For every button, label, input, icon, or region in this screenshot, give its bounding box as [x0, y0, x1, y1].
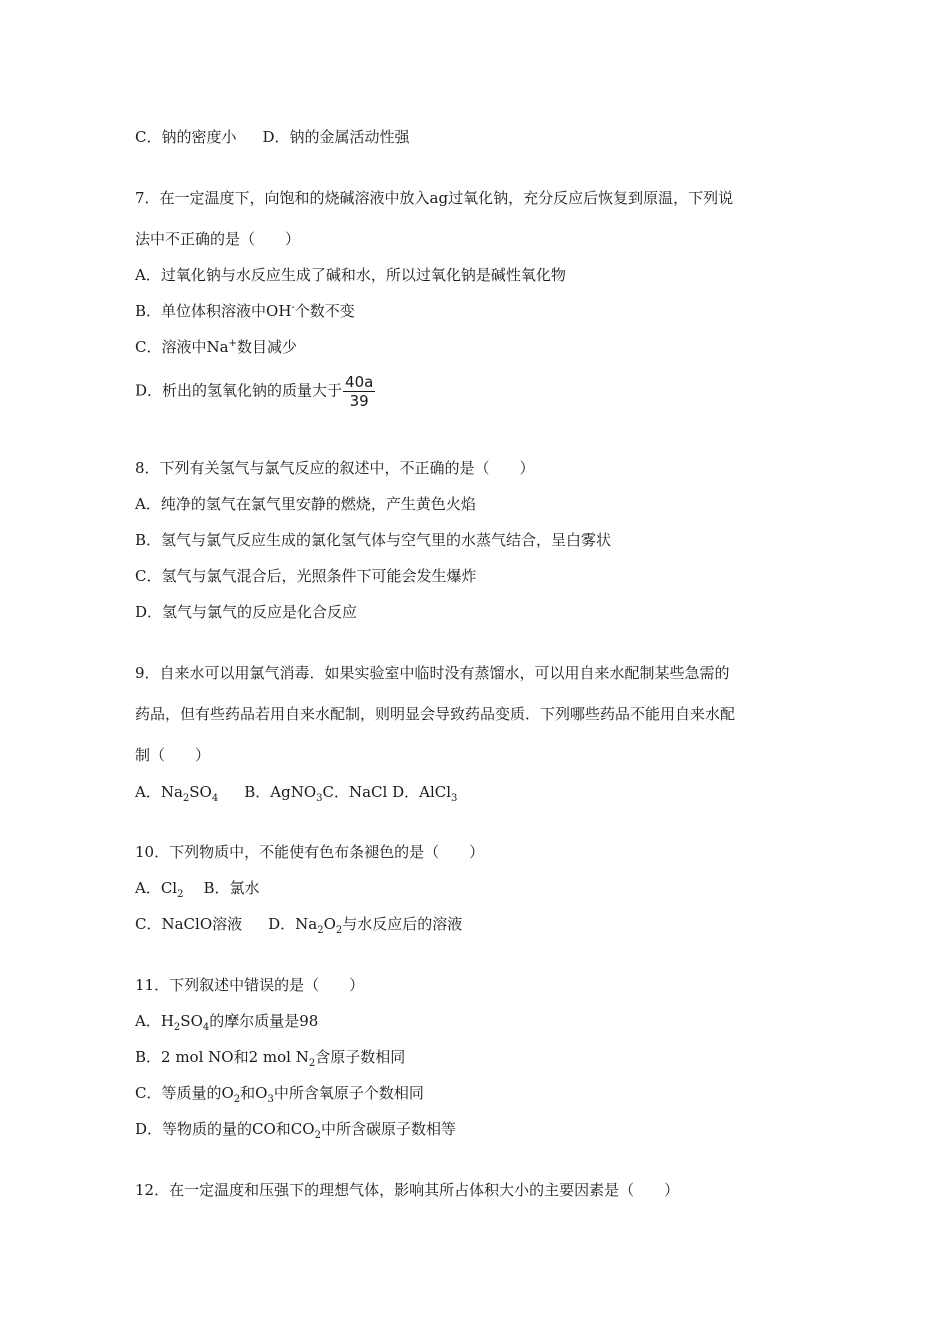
q11-option-c — [135, 1083, 424, 1103]
text: A．Cl — [135, 879, 178, 897]
q11-option-a — [135, 1011, 318, 1031]
q10-option-d — [268, 915, 463, 936]
q7-option-b-text-end: 个数不变 — [294, 302, 355, 320]
q9-stem-line3: 制（ ） — [135, 746, 211, 764]
text: 含原子数相同 — [315, 1048, 406, 1066]
text: 中所含碳原子数相等 — [320, 1120, 456, 1138]
q7-option-c — [135, 337, 297, 357]
q7-option-c-text-end: 数目减少 — [236, 338, 297, 356]
text: 与水反应后的溶液 — [342, 915, 463, 933]
q7-option-b — [135, 301, 355, 321]
q9-option-a — [135, 783, 219, 804]
q7-option-b-text: B．单位体积溶液中OH — [135, 302, 292, 320]
subscript: 2 — [173, 1022, 181, 1033]
fraction-numerator: 40a — [345, 373, 374, 391]
subscript: 2 — [177, 889, 184, 900]
text: SO — [180, 1012, 203, 1030]
q7-stem-line1: 7．在一定温度下，向饱和的烧碱溶液中放入ag过氧化钠，充分反应后恢复到原温，下列说 — [135, 189, 734, 207]
text: 和O — [240, 1084, 268, 1102]
q11-option-b — [135, 1047, 405, 1067]
q9-option-c: C．NaCl — [322, 783, 388, 801]
subscript: 2 — [233, 1094, 241, 1105]
q7-option-a: A．过氧化钠与水反应生成了碱和水，所以过氧化钠是碱性氧化物 — [135, 266, 566, 284]
q10-option-c: C．NaClO溶液 — [135, 915, 243, 933]
subscript: 3 — [316, 793, 323, 804]
q8-option-a: A．纯净的氢气在氯气里安静的燃烧，产生黄色火焰 — [135, 495, 476, 513]
text: A．Na — [135, 783, 183, 801]
q11-option-d — [135, 1119, 456, 1139]
text: A．H — [135, 1012, 174, 1030]
text: B．AgNO — [244, 783, 317, 801]
text: 中所含氧原子个数相同 — [273, 1084, 424, 1102]
subscript: 2 — [317, 925, 324, 936]
subscript: 3 — [267, 1094, 274, 1105]
superscript: - — [291, 302, 295, 313]
q10-options-ab — [135, 878, 260, 898]
text: SO — [189, 783, 212, 801]
subscript: 4 — [211, 793, 219, 804]
subscript: 2 — [308, 1058, 316, 1069]
q8-option-d: D．氢气与氯气的反应是化合反应 — [135, 603, 358, 621]
subscript: 2 — [335, 925, 343, 936]
q10-stem: 10．下列物质中，不能使有色布条褪色的是（ ） — [135, 843, 485, 861]
subscript: 3 — [451, 793, 458, 804]
text: C．等质量的O — [135, 1084, 234, 1102]
q12-stem: 12．在一定温度和压强下的理想气体，影响其所占体积大小的主要因素是（ ） — [135, 1181, 680, 1199]
q10-option-b: B．氯水 — [203, 879, 260, 897]
text: D．AlCl — [392, 783, 452, 801]
superscript: + — [228, 338, 237, 349]
subscript: 4 — [202, 1022, 210, 1033]
q6-option-d: D．钠的金属活动性强 — [262, 128, 410, 146]
q7-stem-line2: 法中不正确的是（ ） — [135, 230, 301, 248]
text: 的摩尔质量是98 — [209, 1012, 319, 1030]
q9-option-b — [244, 783, 323, 804]
q9-stem-line2: 药品，但有些药品若用自来水配制，则明显会导致药品变质．下列哪些药品不能用自来水配 — [135, 705, 736, 723]
subscript: 2 — [182, 793, 190, 804]
q7-option-c-text: C．溶液中Na — [135, 338, 229, 356]
subscript: 2 — [314, 1130, 321, 1141]
q8-option-b: B．氢气与氯气反应生成的氯化氢气体与空气里的水蒸气结合，呈白雾状 — [135, 531, 612, 549]
q10-options-cd — [135, 914, 462, 934]
text: O — [323, 915, 336, 933]
q8-option-c: C．氢气与氯气混合后，光照条件下可能会发生爆炸 — [135, 567, 477, 585]
q6-options-cd — [135, 127, 410, 147]
q9-stem-line1: 9．自来水可以用氯气消毒．如果实验室中临时没有蒸馏水，可以用自来水配制某些急需的 — [135, 664, 730, 682]
q10-option-a — [135, 879, 184, 900]
q6-option-c: C．钠的密度小 — [135, 128, 237, 146]
text: B．2 mol NO和2 mol N — [135, 1048, 309, 1066]
text: D．等物质的量的CO和CO — [135, 1120, 315, 1138]
q9-options — [135, 782, 457, 802]
q7-option-d — [135, 373, 375, 410]
q11-stem: 11．下列叙述中错误的是（ ） — [135, 976, 365, 994]
fraction — [343, 373, 375, 410]
text: D．Na — [268, 915, 318, 933]
q9-option-d — [392, 783, 458, 804]
fraction-denominator: 39 — [349, 392, 369, 410]
q7-option-d-text: D．析出的氢氧化钠的质量大于 — [135, 381, 343, 400]
q8-stem: 8．下列有关氢气与氯气反应的叙述中，不正确的是（ ） — [135, 459, 535, 477]
